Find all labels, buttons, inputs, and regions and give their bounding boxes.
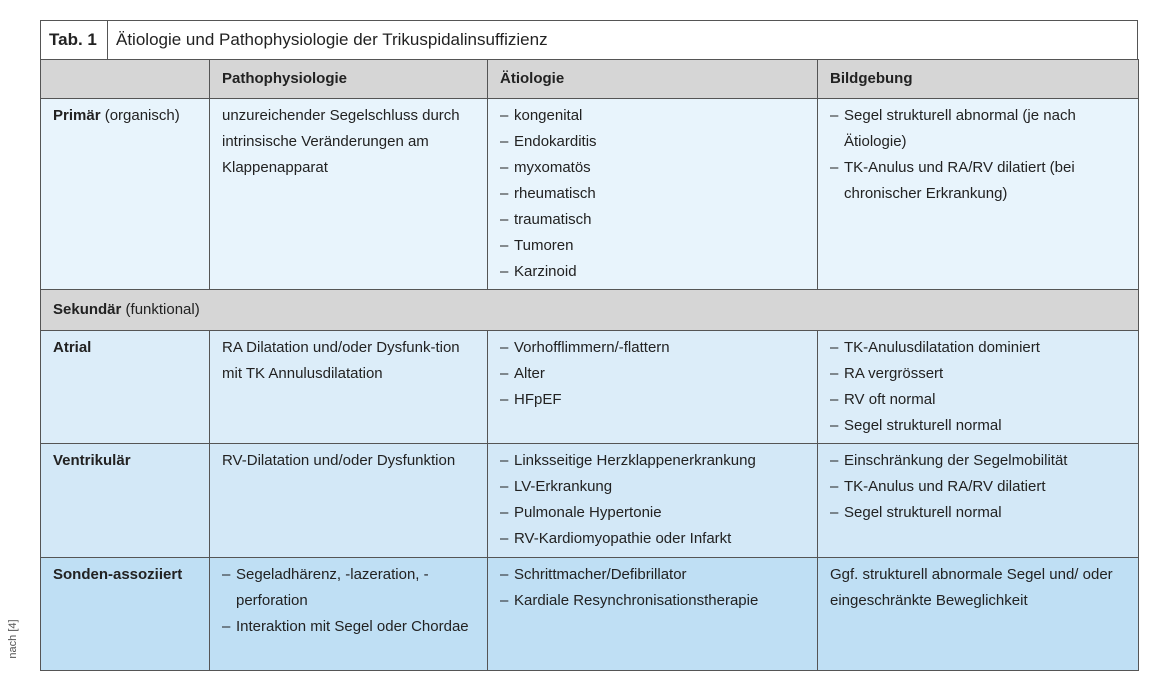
bullet-list (222, 562, 475, 640)
bullet-list (830, 335, 1126, 439)
row-ventrikulaer (41, 444, 1139, 558)
row-head-bold: Primär (53, 107, 101, 124)
list-item: – Pulmonale Hypertonie (500, 500, 805, 526)
list-item: – traumatisch (500, 207, 805, 233)
cell-bildgebung-primaer (818, 99, 1139, 290)
table-title-row (40, 20, 1138, 59)
list-item: – Einschränkung der Segelmobilität (830, 448, 1126, 474)
cell-aetiologie-ventrikulaer (488, 444, 818, 558)
header-empty (41, 60, 210, 99)
list-item: – TK-Anulus und RA/RV dilatiert (830, 474, 1126, 500)
cell-aetiologie-primaer (488, 99, 818, 290)
row-primaer (41, 99, 1139, 290)
list-item: – myxomatös (500, 155, 805, 181)
list-item: – Linksseitige Herzklappenerkrankung (500, 448, 805, 474)
table-grid (40, 59, 1139, 671)
list-item: – Tumoren (500, 233, 805, 259)
source-note-text: nach [4] (7, 619, 19, 659)
source-note (6, 615, 20, 665)
row-head-rest: (organisch) (100, 107, 180, 124)
list-item: – TK-Anulusdilatation dominiert (830, 335, 1126, 361)
row-head-bold: Sonden-assoziiert (53, 566, 183, 583)
list-item: – rheumatisch (500, 181, 805, 207)
list-item: – Segel strukturell abnormal (je nach Ätiologie) (830, 103, 1126, 155)
list-item: – Segeladhärenz, -lazeration, -perforation (222, 562, 475, 614)
header-aetiologie: Ätiologie (488, 60, 818, 99)
list-item: – Kardiale Resynchronisationstherapie (500, 588, 805, 614)
list-item: – Interaktion mit Segel oder Chordae (222, 614, 475, 640)
list-item: – Segel strukturell normal (830, 500, 1126, 526)
bullet-list (830, 448, 1126, 526)
list-item: – LV-Erkrankung (500, 474, 805, 500)
cell-patho-primaer: unzureichender Segelschluss durch intrinsische Veränderungen am Klappenapparat (210, 99, 488, 290)
bullet-list (830, 103, 1126, 207)
list-item: – TK-Anulus und RA/RV dilatiert (bei chronischer Erkrankung) (830, 155, 1126, 207)
list-item: – RA vergrössert (830, 361, 1126, 387)
table-label: Tab. 1 (41, 21, 108, 59)
row-head-ventrikulaer (41, 444, 210, 558)
list-item: – RV oft normal (830, 387, 1126, 413)
row-atrial (41, 331, 1139, 444)
header-pathophysiologie: Pathophysiologie (210, 60, 488, 99)
list-item: – HFpEF (500, 387, 805, 413)
list-item: – Vorhofflimmern/-flattern (500, 335, 805, 361)
list-item: – RV-Kardiomyopathie oder Infarkt (500, 526, 805, 552)
header-bildgebung: Bildgebung (818, 60, 1139, 99)
cell-bildgebung-atrial (818, 331, 1139, 444)
cell-bildgebung-ventrikulaer (818, 444, 1139, 558)
list-item: – Endokarditis (500, 129, 805, 155)
list-item: – Schrittmacher/Defibrillator (500, 562, 805, 588)
bullet-list (500, 335, 805, 413)
row-sonde (41, 558, 1139, 671)
list-item: – Segel strukturell normal (830, 413, 1126, 439)
table-1 (40, 20, 1138, 671)
cell-patho-atrial: RA Dilatation und/oder Dysfunk-tion mit TK Annulusdilatation (210, 331, 488, 444)
table-title: Ätiologie und Pathophysiologie der Trikuspidalinsuffizienz (116, 30, 548, 49)
section-bold: Sekundär (53, 301, 122, 318)
section-sekundaer (41, 290, 1139, 331)
cell-bildgebung-sonde: Ggf. strukturell abnormale Segel und/ oder eingeschränkte Beweglichkeit (818, 558, 1139, 671)
bullet-list (500, 448, 805, 552)
row-head-atrial (41, 331, 210, 444)
row-head-primaer (41, 99, 210, 290)
list-item: – Alter (500, 361, 805, 387)
row-sekundaer (41, 290, 1139, 331)
cell-patho-ventrikulaer: RV-Dilatation und/oder Dysfunktion (210, 444, 488, 558)
list-item: – kongenital (500, 103, 805, 129)
cell-patho-sonde (210, 558, 488, 671)
bullet-list (500, 562, 805, 614)
section-rest: (funktional) (121, 301, 200, 318)
bullet-list (500, 103, 805, 285)
row-head-sonde (41, 558, 210, 671)
row-head-bold: Ventrikulär (53, 452, 131, 469)
cell-aetiologie-sonde (488, 558, 818, 671)
list-item: – Karzinoid (500, 259, 805, 285)
header-row (41, 60, 1139, 99)
cell-aetiologie-atrial (488, 331, 818, 444)
row-head-bold: Atrial (53, 339, 92, 356)
